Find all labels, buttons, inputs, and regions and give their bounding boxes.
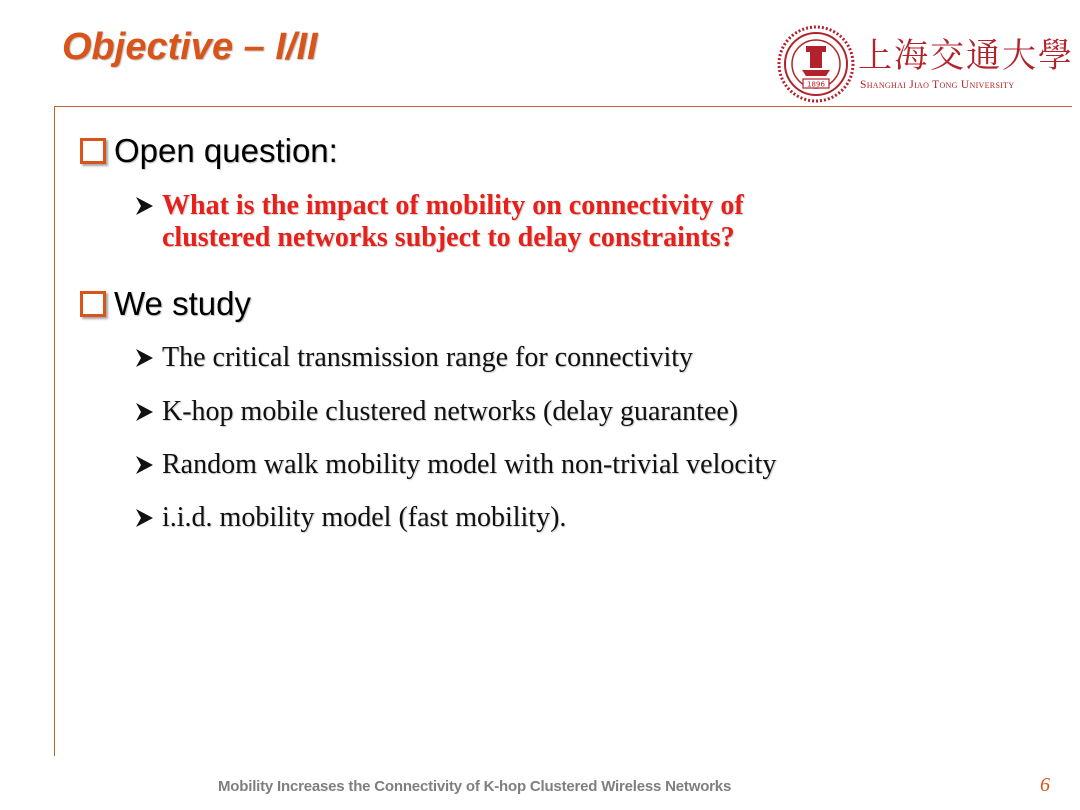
slide-footer: Mobility Increases the Connectivity of K-hop Clustered Wireless Networks bbox=[218, 778, 732, 795]
we-study-heading: We study bbox=[114, 285, 251, 322]
page-number: 6 bbox=[1040, 774, 1050, 796]
study-item-text: i.i.d. mobility model (fast mobility). bbox=[162, 502, 567, 533]
checkbox-bullet-icon bbox=[80, 138, 106, 164]
logo-chinese-name: 上海交通大學 bbox=[858, 36, 1074, 76]
study-item-text: The critical transmission range for connectivity bbox=[162, 342, 694, 373]
arrow-bullet-icon bbox=[132, 194, 156, 218]
sub-bullet-question bbox=[132, 190, 744, 254]
arrow-bullet-icon bbox=[132, 346, 156, 370]
slide-title: Objective – I/II bbox=[62, 26, 318, 68]
logo-english-name: Shanghai Jiao Tong University bbox=[860, 79, 1015, 91]
bullet-we-study bbox=[80, 285, 251, 323]
arrow-bullet-icon bbox=[132, 506, 156, 530]
study-item-text: Random walk mobility model with non-trivial velocity bbox=[162, 449, 777, 480]
university-logo bbox=[776, 24, 1074, 104]
arrow-bullet-icon bbox=[132, 453, 156, 477]
question-line-2: clustered networks subject to delay constraints? bbox=[162, 222, 735, 253]
open-question-heading: Open question: bbox=[114, 132, 338, 169]
left-border bbox=[54, 106, 55, 756]
university-seal-icon bbox=[776, 24, 856, 104]
study-item bbox=[132, 449, 776, 481]
arrow-bullet-icon bbox=[132, 400, 156, 424]
study-item bbox=[132, 342, 693, 374]
seal-year: 1896 bbox=[807, 80, 825, 89]
study-item bbox=[132, 396, 738, 428]
study-item bbox=[132, 502, 566, 534]
question-line-1: What is the impact of mobility on connectivity of bbox=[162, 190, 744, 221]
question-text bbox=[162, 190, 744, 254]
bullet-open-question bbox=[80, 132, 338, 170]
study-item-text: K-hop mobile clustered networks (delay guarantee) bbox=[162, 396, 739, 427]
header-divider bbox=[54, 106, 1072, 107]
checkbox-bullet-icon bbox=[80, 291, 106, 317]
